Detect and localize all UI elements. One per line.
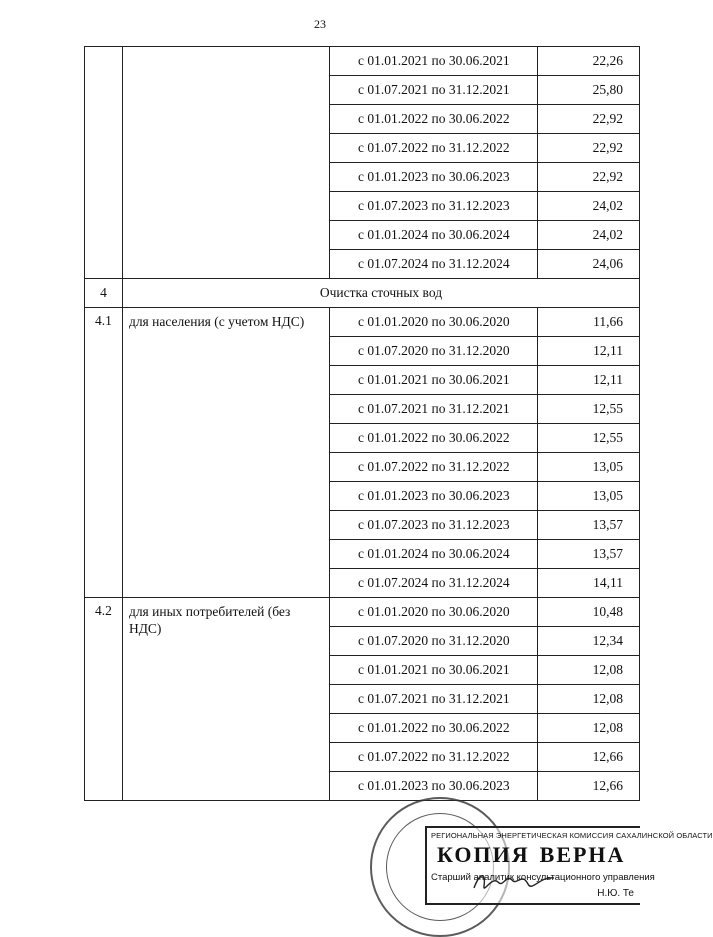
tariff-table bbox=[84, 46, 640, 801]
page-number: 23 bbox=[314, 17, 326, 31]
period-cell: с 01.07.2022 по 31.12.2022 bbox=[330, 134, 538, 163]
group-name: для иных потребителей (без НДС) bbox=[122, 598, 329, 801]
value-cell: 14,11 bbox=[538, 569, 640, 598]
period-cell: с 01.07.2020 по 31.12.2020 bbox=[330, 337, 538, 366]
table-row bbox=[85, 598, 640, 627]
period-cell: с 01.07.2021 по 31.12.2021 bbox=[330, 685, 538, 714]
period-cell: с 01.01.2024 по 30.06.2024 bbox=[330, 540, 538, 569]
period-cell: с 01.01.2022 по 30.06.2022 bbox=[330, 105, 538, 134]
section-row bbox=[85, 279, 640, 308]
period-cell: с 01.07.2022 по 31.12.2022 bbox=[330, 453, 538, 482]
stamp-organization: РЕГИОНАЛЬНАЯ ЭНЕРГЕТИЧЕСКАЯ КОМИССИЯ САХАЛИНСКОЙ ОБЛАСТИ bbox=[431, 831, 713, 840]
value-cell: 12,11 bbox=[538, 337, 640, 366]
value-cell: 12,08 bbox=[538, 714, 640, 743]
stamp-signer: Н.Ю. Те bbox=[597, 888, 634, 899]
value-cell: 24,02 bbox=[538, 192, 640, 221]
period-cell: с 01.07.2020 по 31.12.2020 bbox=[330, 627, 538, 656]
period-cell: с 01.07.2023 по 31.12.2023 bbox=[330, 192, 538, 221]
period-cell: с 01.07.2022 по 31.12.2022 bbox=[330, 743, 538, 772]
section-title: Очистка сточных вод bbox=[122, 279, 639, 308]
group-number: 4.1 bbox=[85, 308, 123, 598]
value-cell: 22,26 bbox=[538, 47, 640, 76]
table-body bbox=[85, 47, 640, 801]
period-cell: с 01.07.2024 по 31.12.2024 bbox=[330, 569, 538, 598]
value-cell: 13,57 bbox=[538, 540, 640, 569]
value-cell: 12,08 bbox=[538, 656, 640, 685]
stamp-title: КОПИЯ ВЕРНА bbox=[437, 842, 626, 867]
value-cell: 10,48 bbox=[538, 598, 640, 627]
period-cell: с 01.01.2023 по 30.06.2023 bbox=[330, 163, 538, 192]
value-cell: 12,08 bbox=[538, 685, 640, 714]
value-cell: 22,92 bbox=[538, 134, 640, 163]
period-cell: с 01.01.2022 по 30.06.2022 bbox=[330, 714, 538, 743]
value-cell: 11,66 bbox=[538, 308, 640, 337]
period-cell: с 01.01.2023 по 30.06.2023 bbox=[330, 772, 538, 801]
period-cell: с 01.01.2020 по 30.06.2020 bbox=[330, 308, 538, 337]
value-cell: 12,55 bbox=[538, 424, 640, 453]
row-number-cell bbox=[85, 47, 123, 279]
period-cell: с 01.01.2024 по 30.06.2024 bbox=[330, 221, 538, 250]
handwritten-signature bbox=[470, 866, 560, 898]
stamp-position: Старший аналитик консультационного управления bbox=[431, 872, 655, 883]
period-cell: с 01.07.2023 по 31.12.2023 bbox=[330, 511, 538, 540]
value-cell: 24,06 bbox=[538, 250, 640, 279]
table-row bbox=[85, 47, 640, 76]
section-number: 4 bbox=[85, 279, 123, 308]
row-name-cell bbox=[122, 47, 329, 279]
value-cell: 13,05 bbox=[538, 453, 640, 482]
value-cell: 12,66 bbox=[538, 743, 640, 772]
value-cell: 13,57 bbox=[538, 511, 640, 540]
period-cell: с 01.01.2020 по 30.06.2020 bbox=[330, 598, 538, 627]
period-cell: с 01.01.2022 по 30.06.2022 bbox=[330, 424, 538, 453]
period-cell: с 01.07.2021 по 31.12.2021 bbox=[330, 76, 538, 105]
table-row bbox=[85, 308, 640, 337]
period-cell: с 01.07.2024 по 31.12.2024 bbox=[330, 250, 538, 279]
group-name: для населения (с учетом НДС) bbox=[122, 308, 329, 598]
value-cell: 12,34 bbox=[538, 627, 640, 656]
period-cell: с 01.07.2021 по 31.12.2021 bbox=[330, 395, 538, 424]
period-cell: с 01.01.2023 по 30.06.2023 bbox=[330, 482, 538, 511]
value-cell: 12,55 bbox=[538, 395, 640, 424]
group-number: 4.2 bbox=[85, 598, 123, 801]
period-cell: с 01.01.2021 по 30.06.2021 bbox=[330, 366, 538, 395]
value-cell: 12,11 bbox=[538, 366, 640, 395]
period-cell: с 01.01.2021 по 30.06.2021 bbox=[330, 656, 538, 685]
value-cell: 22,92 bbox=[538, 105, 640, 134]
period-cell: с 01.01.2021 по 30.06.2021 bbox=[330, 47, 538, 76]
value-cell: 25,80 bbox=[538, 76, 640, 105]
value-cell: 24,02 bbox=[538, 221, 640, 250]
value-cell: 12,66 bbox=[538, 772, 640, 801]
value-cell: 22,92 bbox=[538, 163, 640, 192]
value-cell: 13,05 bbox=[538, 482, 640, 511]
